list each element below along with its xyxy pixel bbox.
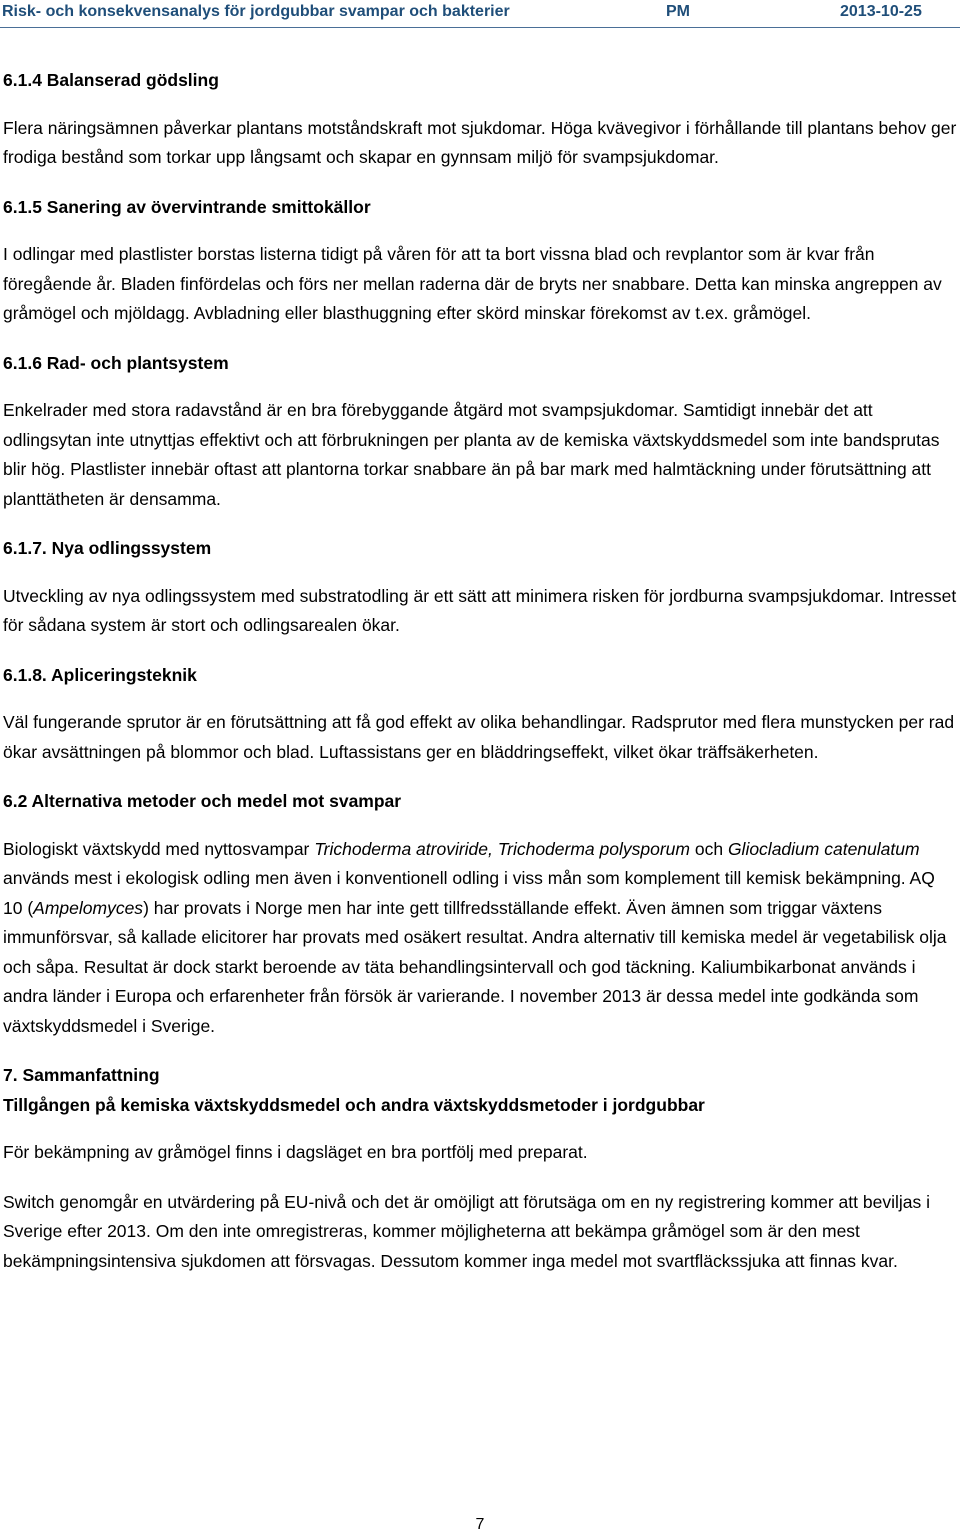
heading-6-1-7: 6.1.7. Nya odlingssystem (3, 538, 212, 558)
paragraph-6-1-5: I odlingar med plastlister borstas listerna tidigt på våren för att ta bort vissna blad och revplantor som är kvar från föregående år. Bladen finfördelas och förs ner mellan raderna där de bryts ner snabbare. Detta kan minska angreppen av gråmögel och mjöldagg. Avbladning eller blasthuggning efter skörd minskar förekomst av t.ex. gråmögel. (3, 244, 942, 323)
heading-6-1-4: 6.1.4 Balanserad gödsling (3, 70, 219, 90)
header-date: 2013-10-25 (840, 3, 922, 20)
paragraph-6-1-8: Väl fungerande sprutor är en förutsättning att få god effekt av olika behandlingar. Radsprutor med flera munstycken per rad ökar avsättningen på blommor och blad. Luftassistans ger en bläddringseffekt, vilket ökar träffsäkerheten. (3, 712, 955, 762)
heading-7: 7. Sammanfattning (3, 1065, 160, 1085)
text-run: och (689, 838, 728, 859)
document-body (3, 66, 958, 1296)
text-run: används mest i ekologisk odling men även i konventionell odling i viss mån som komplement till kemisk bekämpning. AQ 10 ( (3, 868, 935, 918)
header-author: PM (666, 3, 690, 20)
species-name: Ampelomyces (33, 897, 144, 918)
paragraph-7-2: Switch genomgår en utvärdering på EU-nivå och det är omöjligt att förutsäga om en ny registrering kommer att beviljas i Sverige efter 2013. Om den inte omregistreras, kommer möjligheterna att bekämpa gråmögel som är den mest bekämpningsintensiva sjukdomen att försvagas. Dessutom kommer inga medel mot svartfläckssjuka att finnas kvar. (3, 1191, 930, 1271)
header-divider (0, 27, 960, 28)
heading-6-1-5: 6.1.5 Sanering av övervintrande smittokällor (3, 196, 371, 217)
species-name: Gliocladium catenulatum (727, 838, 920, 859)
paragraph-6-1-7: Utveckling av nya odlingssystem med substratodling är ett sätt att minimera risken för jordburna svampsjukdomar. Intresset för sådana system är stort och odlingsarealen ökar. (3, 585, 957, 635)
paragraph-6-1-4: Flera näringsämnen påverkar plantans motståndskraft mot sjukdomar. Höga kvävegivor i förhållande till plantans behov ger frodiga bestånd som torkar upp långsamt och skapar en gynnsam miljö för svampsjukdomar. (3, 117, 957, 167)
heading-6-1-8: 6.1.8. Apliceringsteknik (3, 664, 197, 685)
paragraph-6-2 (3, 835, 958, 1042)
text-run: ) har provats i Norge men har inte gett tillfredsställande effekt. Även ämnen som triggar växtens immunförsvar, så kallade elicitorer har provats med osäkert resultat. Andra alternativ till kemiska medel är vegetabilisk olja och såpa. Resultat är dock starkt beroende av täta behandlingsintervall och god täckning. Kaliumbikarbonat används i andra länder i Europa och erfarenheter från försök är varierande. I november 2013 är dessa medel inte godkända som växtskyddsmedel i Sverige. (3, 897, 947, 1036)
species-name: Trichoderma atroviride, Trichoderma polysporum (314, 838, 690, 859)
paragraph-6-1-6: Enkelrader med stora radavstånd är en bra förebyggande åtgärd mot svampsjukdomar. Samtidigt innebär det att odlingsytan inte utnyttjas effektivt och att förbrukningen per planta av de kemiska växtskyddsmedel som inte bandsprutas blir hög. Plastlister innebär oftast att plantorna torkar snabbare än på bar mark med halmtäckning under förutsättning att planttätheten är densamma. (3, 400, 940, 509)
text-run: Biologiskt växtskydd med nyttosvampar (3, 838, 315, 859)
subheading-7: Tillgången på kemiska växtskyddsmedel och andra växtskyddsmetoder i jordgubbar (3, 1094, 705, 1115)
heading-6-2: 6.2 Alternativa metoder och medel mot svampar (3, 791, 402, 811)
heading-6-1-6: 6.1.6 Rad- och plantsystem (3, 352, 229, 373)
page-header (0, 2, 960, 26)
paragraph-7-1: För bekämpning av gråmögel finns i dagsläget en bra portfölj med preparat. (3, 1142, 588, 1162)
page-number: 7 (475, 1516, 485, 1533)
header-title: Risk- och konsekvensanalys för jordgubbar svampar och bakterier (2, 3, 510, 20)
